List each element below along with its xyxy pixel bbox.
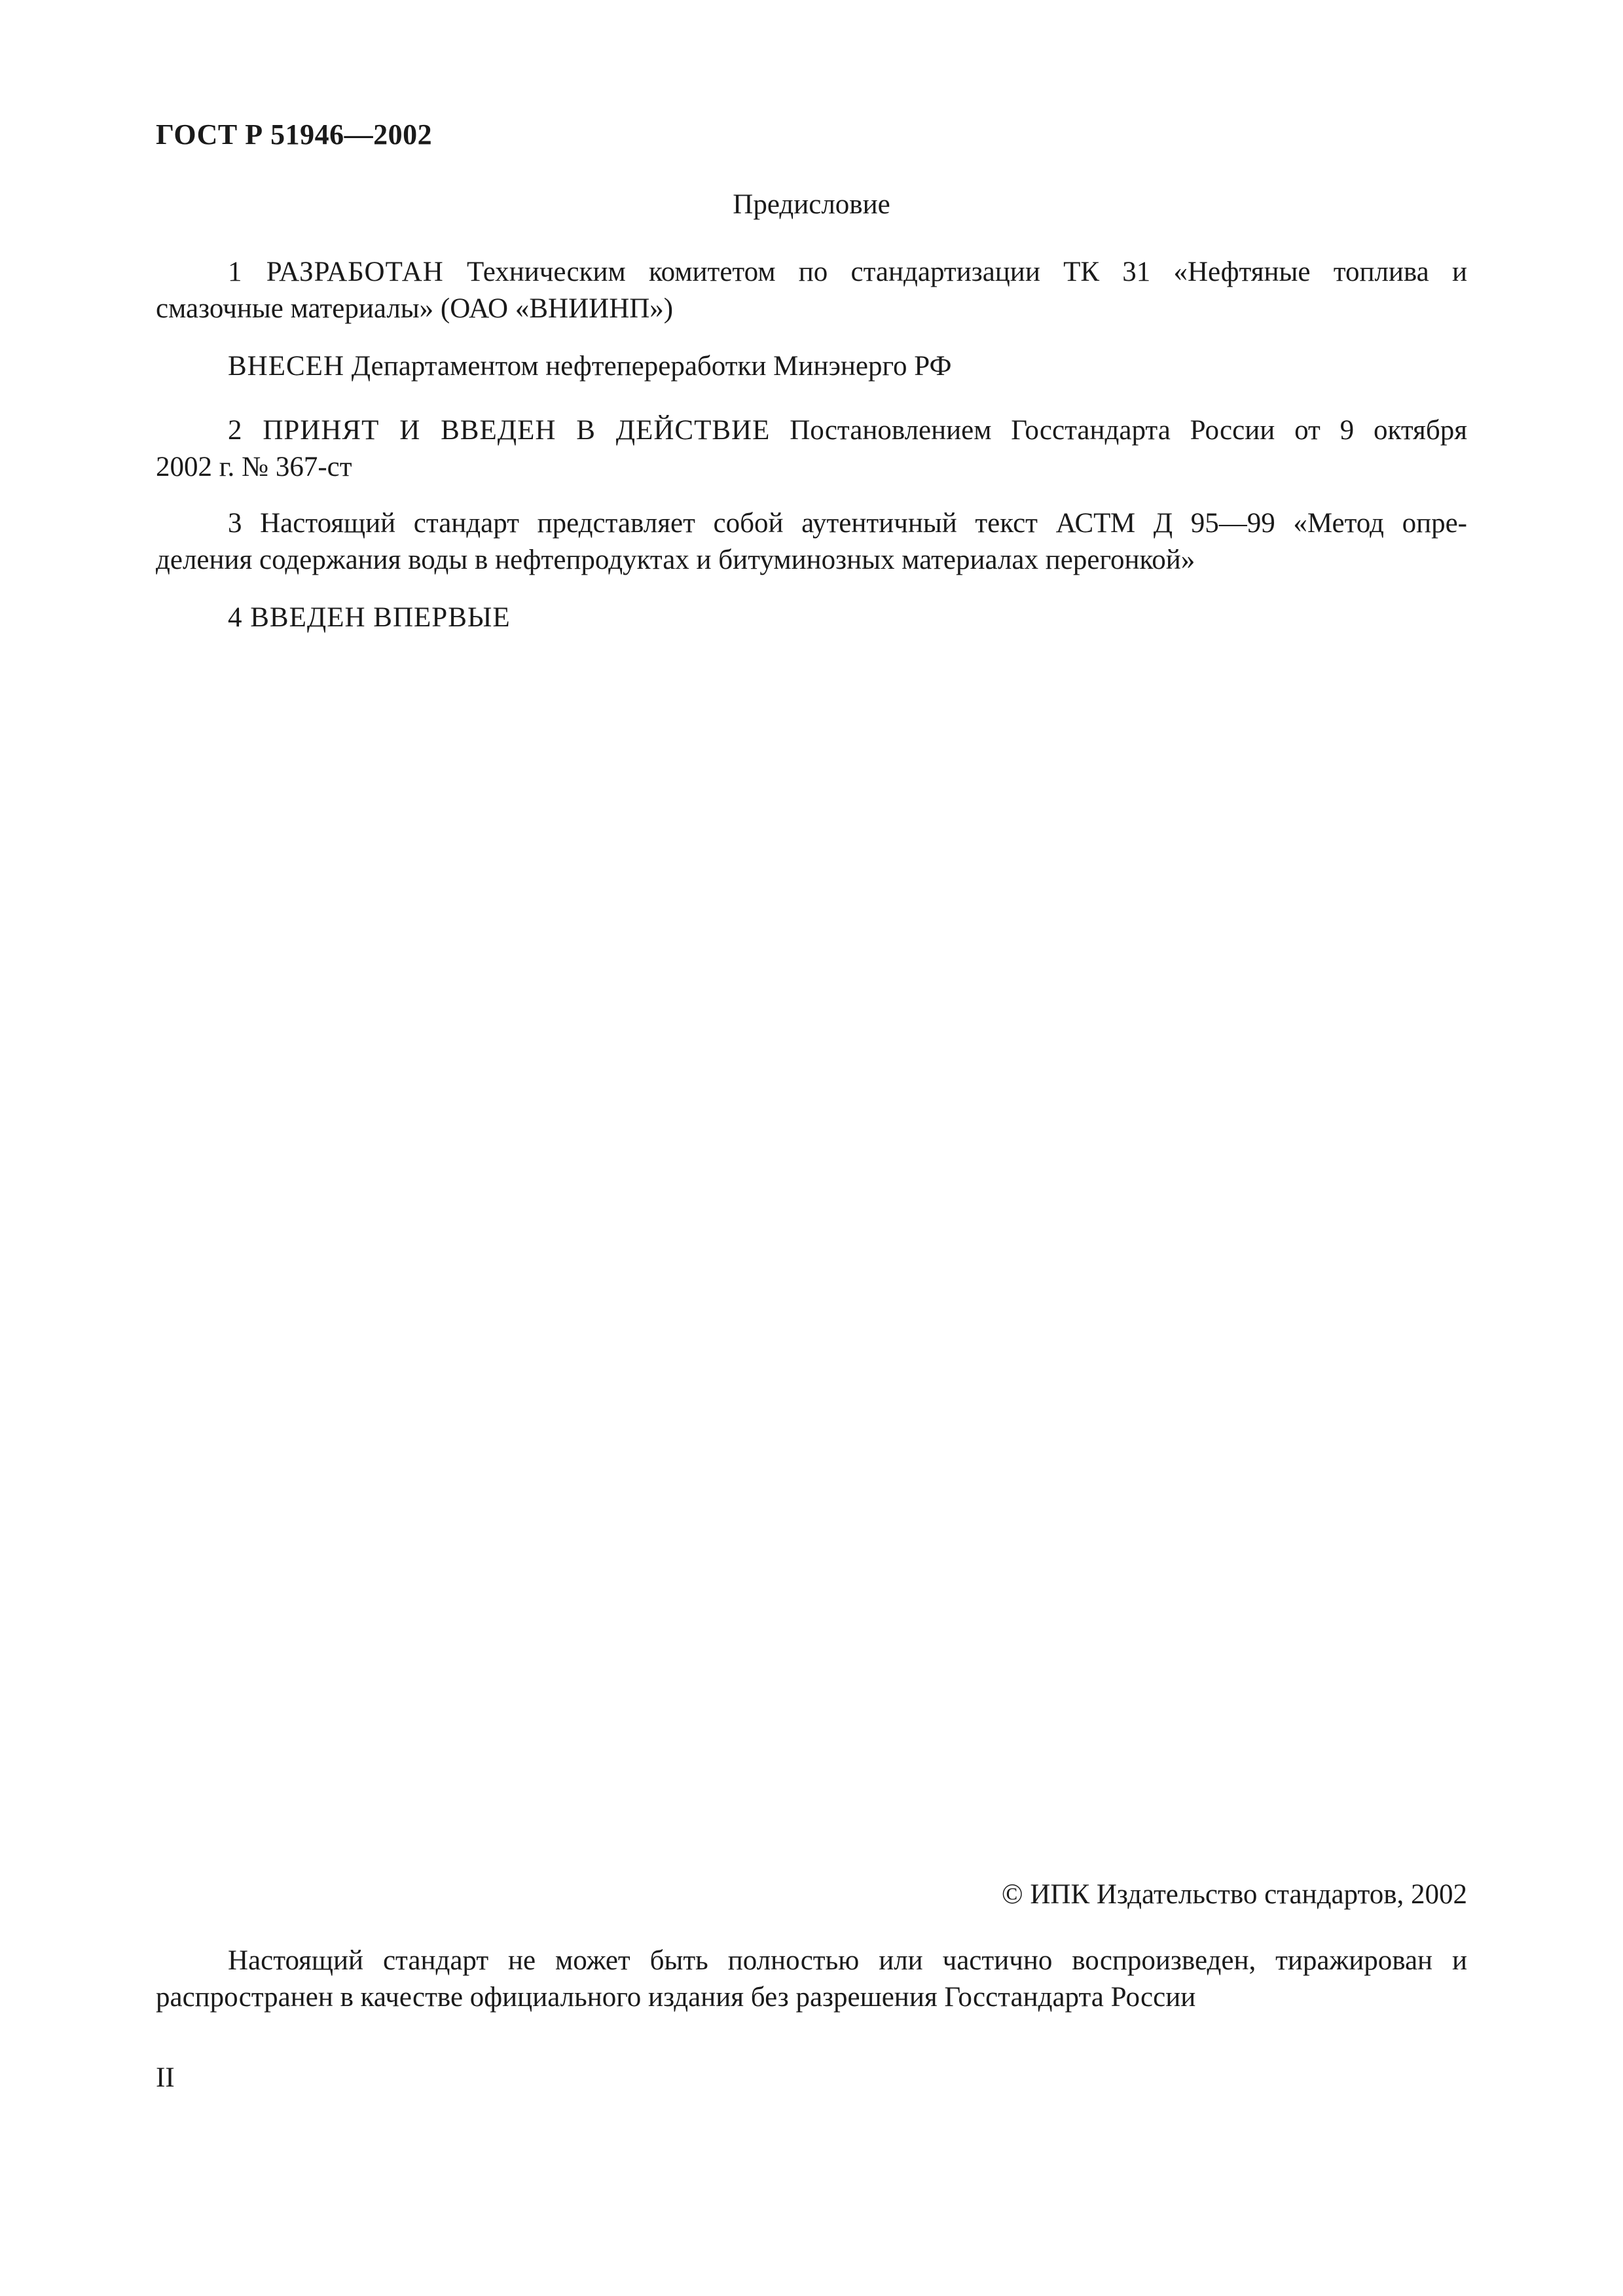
preface-item-4: 4 ВВЕДЕН ВПЕРВЫЕ — [228, 602, 511, 633]
preface-item-1-line-1 — [156, 254, 1467, 291]
preface-item-2-line-1-rest: Постановлением Госстандарта России от 9 октября — [770, 415, 1467, 446]
preface-item-2 — [156, 412, 1467, 486]
preface-item-submitted — [228, 348, 951, 385]
reproduction-notice — [156, 1943, 1467, 2016]
preface-item-1-lead: 1 РАЗРАБОТАН — [228, 257, 444, 287]
copyright-notice: © ИПК Издательство стандартов, 2002 — [1001, 1879, 1467, 1910]
reproduction-notice-line-2: распространен в качестве официального издания без разрешения Госстандарта России — [156, 1982, 1196, 2013]
page-number: II — [156, 2062, 175, 2093]
preface-item-1 — [156, 254, 1467, 327]
preface-item-2-line-1 — [156, 412, 1467, 449]
preface-item-submitted-lead: ВНЕСЕН — [228, 351, 344, 382]
preface-item-1-line-2: смазочные материалы» (ОАО «ВНИИНП») — [156, 293, 674, 324]
preface-item-2-lead: 2 ПРИНЯТ И ВВЕДЕН В ДЕЙСТВИЕ — [228, 415, 771, 446]
preface-item-3-line-2: деления содержания воды в нефтепродуктах и битуминозных материалах перегонкой» — [156, 545, 1195, 575]
preface-item-3 — [156, 505, 1467, 579]
preface-item-submitted-rest: Департаментом нефтепереработки Минэнерго РФ — [344, 351, 952, 382]
reproduction-notice-line-1: Настоящий стандарт не может быть полностью или частично воспроизведен, тиражирован и — [228, 1945, 1467, 1976]
preface-item-3-line-1: 3 Настоящий стандарт представляет собой аутентичный текст АСТМ Д 95—99 «Метод опре- — [228, 508, 1467, 539]
preface-title: Предисловие — [733, 189, 890, 220]
preface-item-1-line-1-rest: Техническим комитетом по стандартизации ТК 31 «Нефтяные топлива и — [443, 257, 1467, 287]
document-code: ГОСТ Р 51946—2002 — [156, 118, 433, 151]
preface-item-2-line-2: 2002 г. № 367-ст — [156, 452, 352, 482]
